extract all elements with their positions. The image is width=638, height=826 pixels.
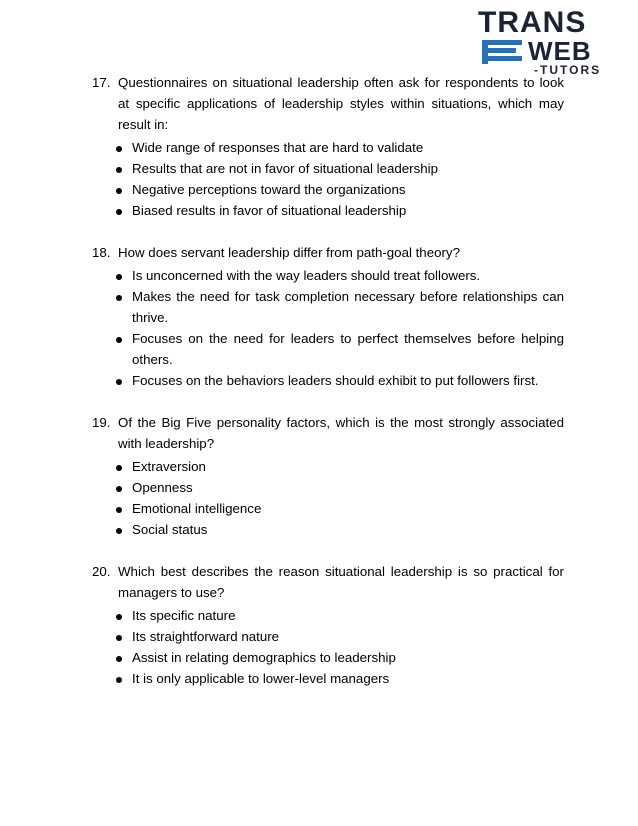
bullet-icon: [92, 328, 132, 349]
option-item: Wide range of responses that are hard to validate: [92, 137, 564, 158]
bullet-icon: [92, 137, 132, 158]
transweb-tutors-logo: [474, 2, 638, 76]
question-number: 19.: [92, 415, 111, 430]
question-number: 18.: [92, 245, 111, 260]
option-item: Its specific nature: [92, 605, 564, 626]
question-number: 20.: [92, 564, 111, 579]
bullet-icon: [92, 626, 132, 647]
question-18: [92, 242, 564, 391]
option-item: Biased results in favor of situational leadership: [92, 200, 564, 221]
bullet-icon: [92, 370, 132, 391]
bullet-icon: [92, 286, 132, 307]
option-item: Extraversion: [92, 456, 564, 477]
option-item: Negative perceptions toward the organizations: [92, 179, 564, 200]
svg-text:-TUTORS: -TUTORS: [534, 63, 602, 76]
option-item: Results that are not in favor of situational leadership: [92, 158, 564, 179]
option-item: Emotional intelligence: [92, 498, 564, 519]
option-item: Openness: [92, 477, 564, 498]
option-item: Social status: [92, 519, 564, 540]
bullet-icon: [92, 519, 132, 540]
question-17: [92, 72, 564, 221]
question-list: [92, 72, 564, 710]
option-item: Is unconcerned with the way leaders should treat followers.: [92, 265, 564, 286]
question-text: Which best describes the reason situational leadership is so practical for managers to use?: [118, 564, 564, 600]
bullet-icon: [92, 200, 132, 221]
option-item: It is only applicable to lower-level managers: [92, 668, 564, 689]
option-item: Makes the need for task completion necessary before relationships can thrive.: [92, 286, 564, 328]
question-text: Of the Big Five personality factors, which is the most strongly associated with leadership?: [118, 415, 564, 451]
option-item: Focuses on the behaviors leaders should exhibit to put followers first.: [92, 370, 564, 391]
bullet-icon: [92, 605, 132, 626]
bullet-icon: [92, 456, 132, 477]
option-item: Focuses on the need for leaders to perfect themselves before helping others.: [92, 328, 564, 370]
question-text: How does servant leadership differ from path-goal theory?: [118, 245, 460, 260]
bullet-icon: [92, 477, 132, 498]
question-number: 17.: [92, 75, 111, 90]
question-19: [92, 412, 564, 540]
question-text: Questionnaires on situational leadership often ask for respondents to look at specific applications of leadership styles within situations, which may result in:: [118, 75, 564, 132]
option-item: Assist in relating demographics to leadership: [92, 647, 564, 668]
bullet-icon: [92, 498, 132, 519]
question-20: [92, 561, 564, 689]
bullet-icon: [92, 158, 132, 179]
bullet-icon: [92, 668, 132, 689]
option-item: Its straightforward nature: [92, 626, 564, 647]
bullet-icon: [92, 647, 132, 668]
bullet-icon: [92, 179, 132, 200]
bullet-icon: [92, 265, 132, 286]
svg-text:WEB: WEB: [528, 36, 592, 66]
svg-text:TRANS: TRANS: [478, 6, 587, 39]
